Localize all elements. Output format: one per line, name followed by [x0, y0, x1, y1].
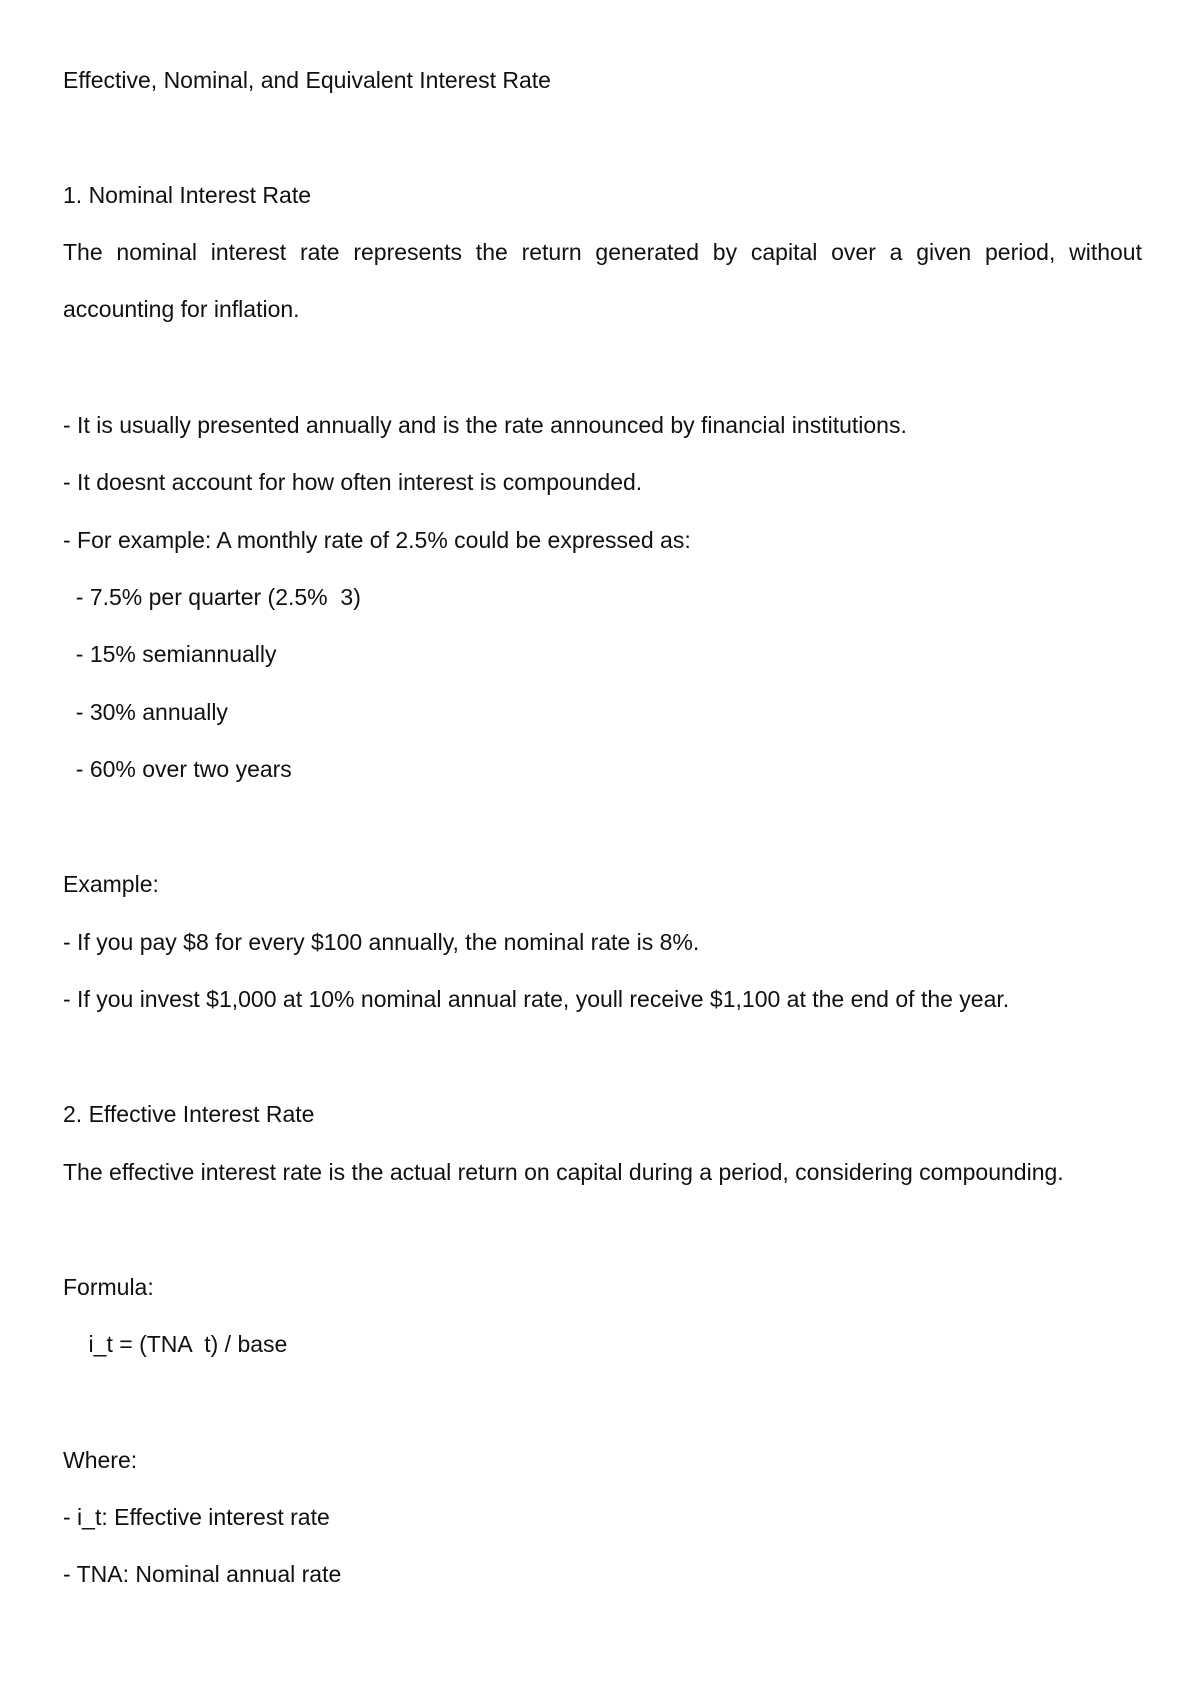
document-title: Effective, Nominal, and Equivalent Interest Rate: [63, 67, 551, 93]
where-label: Where:: [63, 1447, 138, 1473]
section2-paragraph: The effective interest rate is the actual return on capital during a period, considering compounding.: [63, 1159, 1064, 1185]
bullet-item: - For example: A monthly rate of 2.5% could be expressed as:: [63, 527, 691, 553]
definition-item: - i_t: Effective interest rate: [63, 1504, 330, 1530]
bullet-item: - It is usually presented annually and is the rate announced by financial institutions.: [63, 412, 907, 438]
section2-heading: 2. Effective Interest Rate: [63, 1101, 315, 1127]
sub-bullet-item: - 15% semiannually: [63, 641, 277, 667]
example-item: - If you invest $1,000 at 10% nominal annual rate, youll receive $1,100 at the end of the year.: [63, 986, 1010, 1012]
sub-bullet-item: - 30% annually: [63, 699, 228, 725]
sub-bullet-item: - 60% over two years: [63, 756, 292, 782]
section1-heading: 1. Nominal Interest Rate: [63, 182, 312, 208]
section1-paragraph-line2: accounting for inflation.: [63, 296, 300, 322]
formula: i_t = (TNA t) / base: [63, 1331, 288, 1357]
sub-bullet-item: - 7.5% per quarter (2.5% 3): [63, 584, 361, 610]
section1-paragraph-line1: The nominal interest rate represents the return generated by capital over a given period, without: [63, 239, 1142, 265]
definition-item: - TNA: Nominal annual rate: [63, 1561, 342, 1587]
formula-label: Formula:: [63, 1274, 154, 1300]
example-item: - If you pay $8 for every $100 annually, the nominal rate is 8%.: [63, 929, 700, 955]
bullet-item: - It doesnt account for how often interest is compounded.: [63, 469, 643, 495]
example-label: Example:: [63, 871, 159, 897]
